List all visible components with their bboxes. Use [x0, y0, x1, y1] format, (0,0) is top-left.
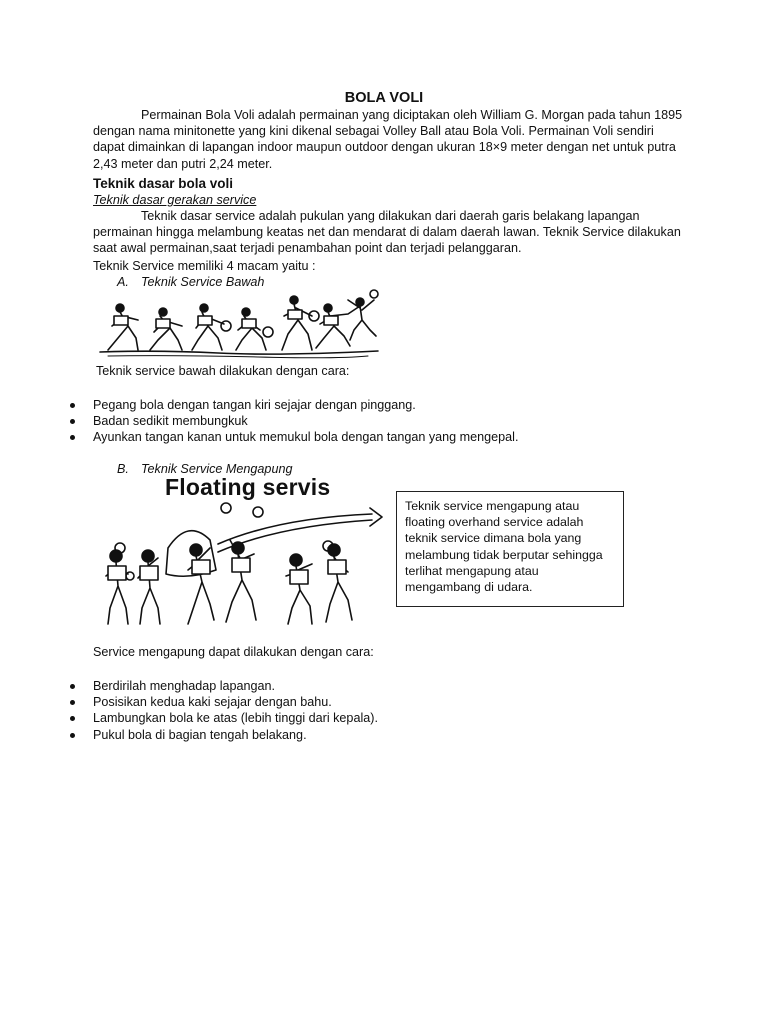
service-a-steps — [70, 397, 518, 446]
service-a-how-to: Teknik service bawah dilakukan dengan cara: — [96, 364, 350, 378]
list-item: Posisikan kedua kaki sejajar dengan bahu. — [70, 694, 378, 710]
service-b-steps — [70, 678, 378, 743]
service-b-how-to: Service mengapung dapat dilakukan dengan cara: — [93, 645, 374, 659]
service-b-letter: B. — [117, 462, 129, 476]
bullet-icon — [70, 716, 75, 721]
list-item: Lambungkan bola ke atas (lebih tinggi dari kepala). — [70, 710, 378, 726]
callout-text: Teknik service mengapung atau floating overhand service adalah teknik service dimana bola yang melambung tidak berputar sehingga terlihat mengapung atau mengambang di udara. — [405, 499, 603, 595]
bullet-icon — [70, 700, 75, 705]
bullet-icon — [70, 403, 75, 408]
list-item: Pegang bola dengan tangan kiri sejajar dengan pinggang. — [70, 397, 518, 413]
floating-servis-image-title: Floating servis — [165, 474, 331, 500]
intro-paragraph: Permainan Bola Voli adalah permainan yang diciptakan oleh William G. Morgan pada tahun 1895 dengan nama minitonette yang kini dikenal sebagai Volley Ball atau Bola Voli. Permainan Voli sendiri dapat dimainkan di lapangan indoor maupun outdoor dengan ukuran 18×9 meter dengan net untuk putra 2,43 meter dan putri 2,24 meter. — [93, 108, 683, 171]
floating-serve-illustration — [98, 500, 383, 630]
bullet-icon — [70, 733, 75, 738]
service-a-letter: A. — [117, 275, 129, 289]
list-item: Badan sedikit membungkuk — [70, 413, 518, 429]
underhand-serve-illustration — [98, 286, 383, 360]
list-item: Pukul bola di bagian tengah belakang. — [70, 727, 378, 743]
list-item: Ayunkan tangan kanan untuk memukul bola dengan tangan yang mengepal. — [70, 429, 518, 445]
bullet-icon — [70, 435, 75, 440]
bullet-icon — [70, 419, 75, 424]
list-item: Berdirilah menghadap lapangan. — [70, 678, 378, 694]
section-heading: Teknik dasar bola voli — [93, 176, 234, 191]
types-intro: Teknik Service memiliki 4 macam yaitu : — [93, 259, 316, 273]
bullet-icon — [70, 684, 75, 689]
service-paragraph: Teknik dasar service adalah pukulan yang dilakukan dari daerah garis belakang lapangan permainan hingga melambung keatas net dan mendarat di dalam daerah lawan. Teknik Service dilakukan saat awal permainan,saat terjadi penambahan point dan terjadi pelanggaran. — [93, 209, 681, 256]
floating-serve-callout — [396, 491, 624, 607]
service-b-label: Teknik Service Mengapung — [141, 462, 293, 476]
subheading: Teknik dasar gerakan service — [93, 193, 257, 207]
service-a-label: Teknik Service Bawah — [141, 275, 265, 289]
page-title: BOLA VOLI — [344, 90, 424, 106]
